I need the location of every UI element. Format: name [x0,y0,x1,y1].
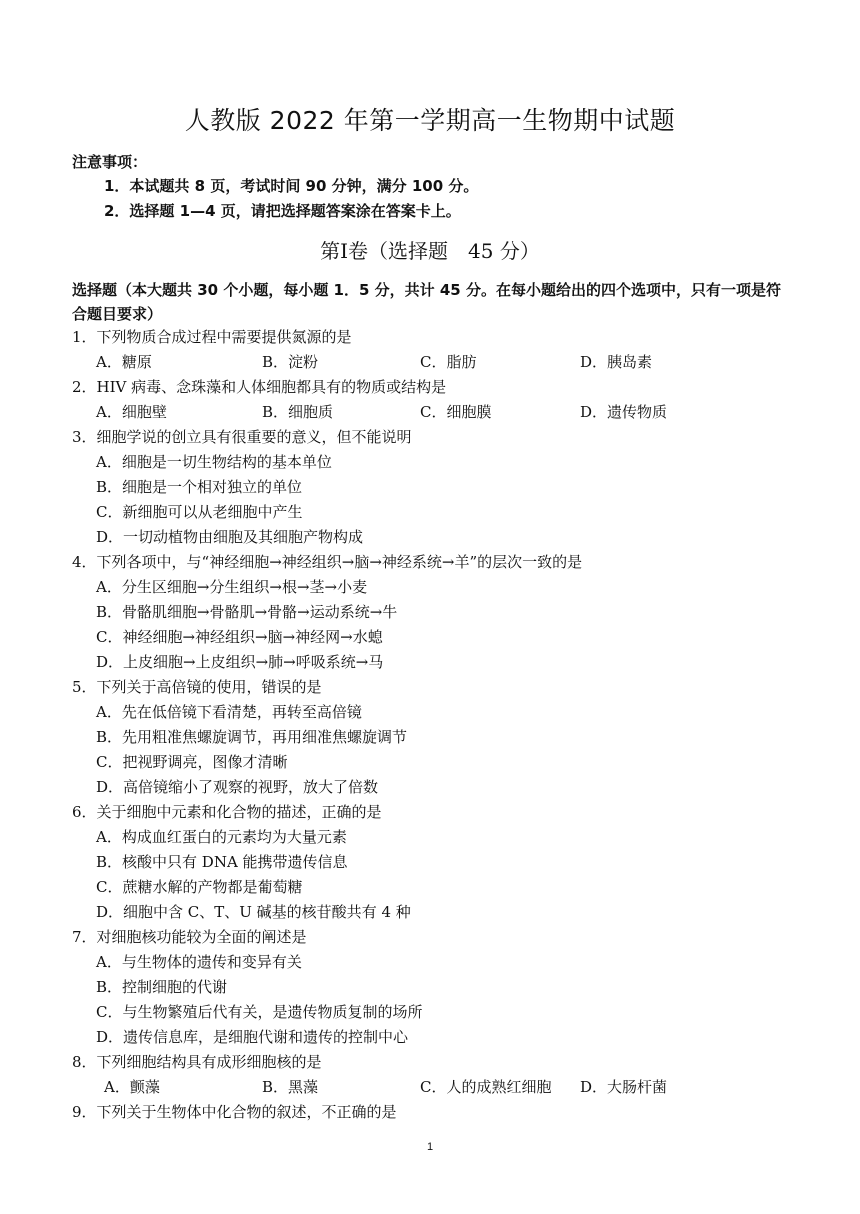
option-c: C．神经细胞→神经组织→脑→神经网→水螅 [96,628,383,646]
question-stem: 1．下列物质合成过程中需要提供氮源的是 [72,328,352,346]
section-heading: 第Ⅰ卷（选择题 45 分） [320,239,540,263]
question-stem: 4．下列各项中，与“神经细胞→神经组织→脑→神经系统→羊”的层次一致的是 [72,553,583,571]
option-b: B．细胞质 [262,403,334,421]
option-a: A．糖原 [96,353,152,371]
section-instructions: 选择题（本大题共 30 个小题，每小题 1．5 分，共计 45 分。在每小题给出的四个选项中，只有一项是符合题目要求） [72,281,781,323]
option-a: A．构成血红蛋白的元素均为大量元素 [96,828,347,846]
question-stem: 2．HIV 病毒、念珠藻和人体细胞都具有的物质或结构是 [72,378,447,396]
option-d: D．一切动植物由细胞及其细胞产物构成 [96,528,364,546]
document-title: 人教版 2022 年第一学期高一生物期中试题 [184,106,676,135]
option-d: D．遗传物质 [580,403,668,421]
question-stem: 7．对细胞核功能较为全面的阐述是 [72,928,307,946]
option-d: D．遗传信息库，是细胞代谢和遗传的控制中心 [96,1028,409,1046]
notice-item: 1．本试题共 8 页，考试时间 90 分钟，满分 100 分。 [104,177,479,195]
option-a: A．颤藻 [104,1078,160,1096]
question-stem: 5．下列关于高倍镜的使用，错误的是 [72,678,322,696]
page-number: 1 [426,1141,434,1153]
option-d: D．细胞中含 C、T、U 碱基的核苷酸共有 4 种 [96,903,411,921]
question-stem: 9．下列关于生物体中化合物的叙述，不正确的是 [72,1103,397,1121]
option-c: C．与生物繁殖后代有关，是遗传物质复制的场所 [96,1003,423,1021]
option-b: B．骨骼肌细胞→骨骼肌→骨骼→运动系统→牛 [96,603,398,621]
option-c: C．人的成熟红细胞 [420,1078,552,1096]
option-c: C．蔗糖水解的产物都是葡萄糖 [96,878,303,896]
option-d: D．上皮细胞→上皮组织→肺→呼吸系统→马 [96,653,384,671]
option-c: C．脂肪 [420,353,477,371]
option-b: B．黑藻 [262,1078,319,1096]
option-b: B．控制细胞的代谢 [96,978,228,996]
option-c: C．把视野调亮，图像才清晰 [96,753,288,771]
notice-item: 2．选择题 1—4 页，请把选择题答案涂在答案卡上。 [104,202,461,220]
option-d: D．大肠杆菌 [580,1078,668,1096]
question-stem: 6．关于细胞中元素和化合物的描述，正确的是 [72,803,382,821]
option-b: B．淀粉 [262,353,319,371]
option-a: A．与生物体的遗传和变异有关 [96,953,302,971]
question-stem: 8．下列细胞结构具有成形细胞核的是 [72,1053,322,1071]
option-a: A．细胞壁 [96,403,167,421]
option-d: D．高倍镜缩小了观察的视野，放大了倍数 [96,778,379,796]
option-c: C．细胞膜 [420,403,492,421]
option-d: D．胰岛素 [580,353,653,371]
option-a: A．分生区细胞→分生组织→根→茎→小麦 [96,578,368,596]
option-b: B．核酸中只有 DNA 能携带遗传信息 [96,853,348,871]
option-a: A．先在低倍镜下看清楚，再转至高倍镜 [96,703,362,721]
option-b: B．先用粗准焦螺旋调节，再用细准焦螺旋调节 [96,728,408,746]
notice-heading: 注意事项： [72,153,148,171]
question-stem: 3．细胞学说的创立具有很重要的意义，但不能说明 [72,428,412,446]
option-c: C．新细胞可以从老细胞中产生 [96,503,303,521]
option-a: A．细胞是一切生物结构的基本单位 [96,453,332,471]
option-b: B．细胞是一个相对独立的单位 [96,478,303,496]
